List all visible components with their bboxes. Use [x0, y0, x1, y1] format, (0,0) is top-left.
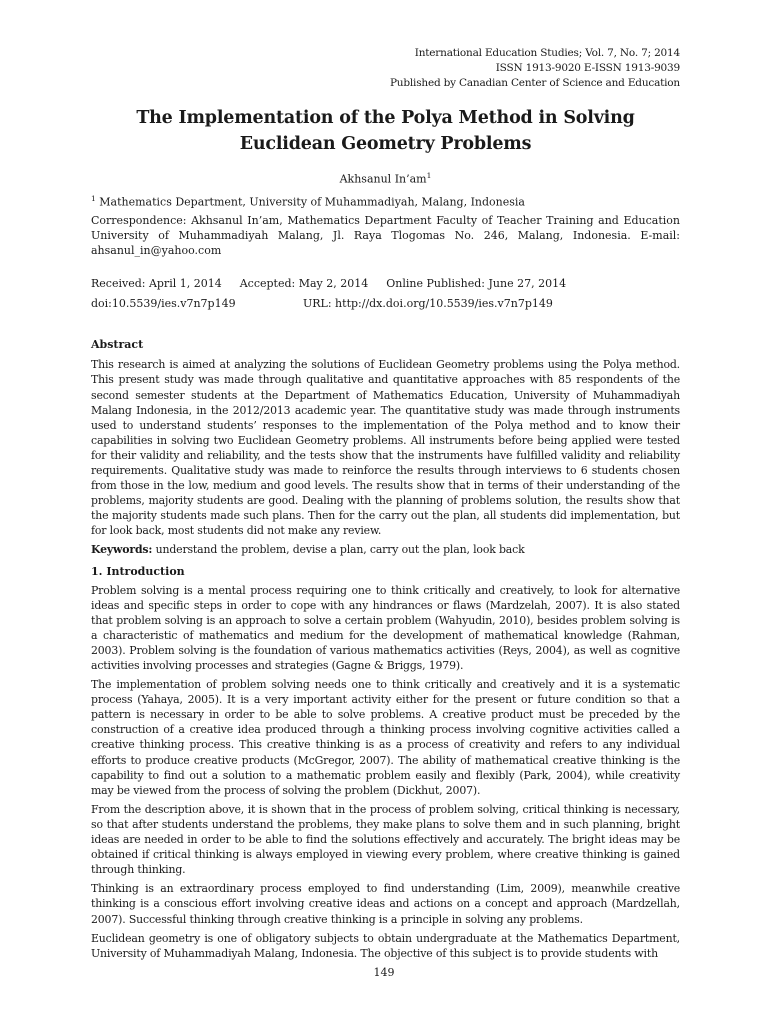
journal-volume-line: International Education Studies; Vol. 7, No. 7; 2014 [414, 47, 680, 59]
published-date: Online Published: June 27, 2014 [386, 277, 567, 291]
keywords [91, 542, 680, 557]
doi: doi:10.5539/ies.v7n7p149 [91, 297, 236, 311]
author-name: Akhsanul In’am [339, 172, 427, 186]
abstract-heading: Abstract [91, 338, 144, 352]
publication-dates [91, 276, 680, 291]
author-affiliation-mark: 1 [426, 171, 432, 180]
author-line [91, 169, 680, 187]
keywords-text: understand the problem, devise a plan, carry out the plan, look back [152, 543, 525, 557]
paragraph: Problem solving is a mental process requiring one to think critically and creatively, to look for alternative ideas and specific steps in order to cope with any hindrances or flaws (Mardzelah, 2007). It is also stated that problem solving is an approach to solve a certain problem (Wahyudin, 2010), besides problem solving is a characteristic of mathematics and medium for the development of mathematical knowledge (Rahman, 2003). Problem solving is the foundation of various mathematics activities (Reys, 2004), as well as cognitive activities involving processes and strategies (Gagne & Briggs, 1979). [91, 583, 680, 672]
received-date: Received: April 1, 2014 [91, 277, 222, 291]
accepted-date: Accepted: May 2, 2014 [239, 277, 369, 291]
paragraph: From the description above, it is shown that in the process of problem solving, critical thinking is necessary, so that after students understand the problems, they make plans to solve them and in such planning, bright ideas are needed in order to be able to find the solutions effectively and accurately. The bright ideas may be obtained if critical thinking is always employed in viewing every problem, where creative thinking is gained through thinking. [91, 802, 680, 877]
keywords-label: Keywords: [91, 543, 153, 557]
issn-line: ISSN 1913-9020 E-ISSN 1913-9039 [495, 62, 680, 74]
journal-header [91, 46, 680, 91]
abstract-text: This research is aimed at analyzing the solutions of Euclidean Geometry problems using the Polya method. This present study was made through qualitative and quantitative approaches with 85 respondents of the second semester students at the Department of Mathematics Education, University of Muhammadiyah Malang Indonesia, in the 2012/2013 academic year. The quantitative study was made through instruments used to understand students’ responses to the implementation of the Polya method and to know their capabilities in solving two Euclidean Geometry problems. All instruments before being applied were tested for their validity and reliability, and the tests show that the instruments have fulfilled validity and reliability requirements. Qualitative study was made to reinforce the results through interviews to 6 students chosen from those in the low, medium and good levels. The results show that in terms of their understanding of the problems, majority students are good. Dealing with the planning of problems solution, the results show that the majority students made such plans. Then for the carry out the plan, all students did implementation, but for look back, most students did not make any review. [91, 358, 680, 538]
correspondence: Correspondence: Akhsanul In’am, Mathematics Department Faculty of Teacher Training and Education University of Muhammadiyah Malang, Jl. Raya Tlogomas No. 246, Malang, Indonesia. E-mail: ahsanul_in@yahoo.com [91, 214, 680, 258]
affiliation-mark: 1 [91, 193, 96, 203]
article-url[interactable]: URL: http://dx.doi.org/10.5539/ies.v7n7p149 [303, 297, 553, 311]
paragraph: The implementation of problem solving needs one to think critically and creatively and it is a systematic process (Yahaya, 2005). It is a very important activity either for the present or future condition so that a pattern is necessary in order to be able to solve problems. A creative product must be preceded by the construction of a creative idea produced through a thinking process involving cognitive activities called a creative thinking process. This creative thinking is as a process of creativity and refers to any individual efforts to produce creative products (McGregor, 2007). The ability of mathematical creative thinking is the capability to find out a solution to a mathematic problem easily and flexibly (Park, 2004), while creativity may be viewed from the process of solving the problem (Dickhut, 2007). [91, 678, 680, 797]
page-number: 149 [373, 966, 395, 979]
affiliation-text: Mathematics Department, University of Muhammadiyah, Malang, Indonesia [95, 195, 525, 209]
affiliation [91, 191, 680, 210]
publisher-line: Published by Canadian Center of Science and Education [389, 77, 680, 89]
section-heading-introduction: 1. Introduction [91, 564, 185, 578]
paragraph: Euclidean geometry is one of obligatory subjects to obtain undergraduate at the Mathematics Department, University of Muhammadiyah Malang, Indonesia. The objective of this subject is to provide students with [91, 931, 680, 960]
paragraph: Thinking is an extraordinary process employed to find understanding (Lim, 2009), meanwhile creative thinking is a conscious effort involving creative ideas and actions on a concept and approach (Mardzellah, 2007). Successful thinking through creative thinking is a principle in solving any problems. [91, 882, 680, 926]
paper-title: The Implementation of the Polya Method in Solving Euclidean Geometry Problems [136, 108, 635, 154]
article-identifiers [91, 296, 680, 311]
